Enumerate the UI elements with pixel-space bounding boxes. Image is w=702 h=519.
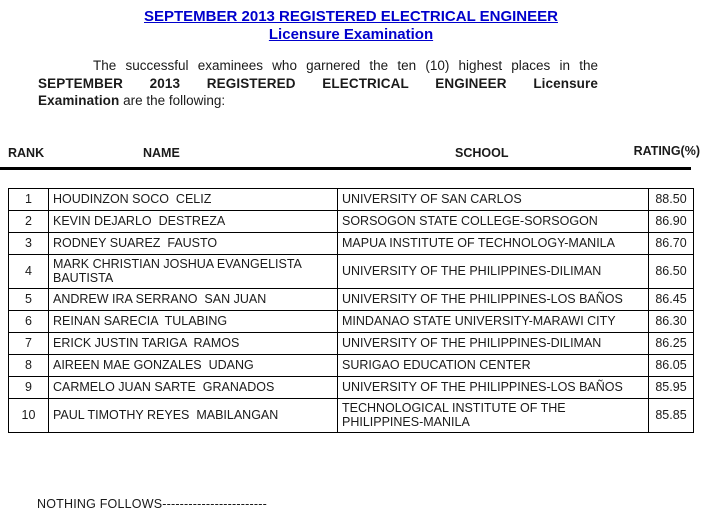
school-cell: UNIVERSITY OF SAN CARLOS [338, 189, 649, 211]
table-row [9, 233, 694, 255]
school-cell: MINDANAO STATE UNIVERSITY-MARAWI CITY [338, 311, 649, 333]
rating-cell: 86.25 [649, 333, 694, 355]
school-cell: UNIVERSITY OF THE PHILIPPINES-LOS BAÑOS [338, 289, 649, 311]
school-column-header: SCHOOL [455, 146, 509, 160]
school-cell: SORSOGON STATE COLLEGE-SORSOGON [338, 211, 649, 233]
table-row [9, 189, 694, 211]
page-title [0, 8, 702, 44]
table-row [9, 255, 694, 289]
intro-paragraph [38, 57, 598, 110]
school-cell: MAPUA INSTITUTE OF TECHNOLOGY-MANILA [338, 233, 649, 255]
rank-column-header: RANK [8, 146, 45, 160]
table-row [9, 333, 694, 355]
table-row [9, 289, 694, 311]
rank-cell: 7 [9, 333, 49, 355]
table-row [9, 355, 694, 377]
rank-cell: 3 [9, 233, 49, 255]
rank-cell: 4 [9, 255, 49, 289]
name-cell: MARK CHRISTIAN JOSHUA EVANGELISTA BAUTISTA [49, 255, 338, 289]
rank-cell: 6 [9, 311, 49, 333]
rating-column-header: RATING(%) [633, 144, 700, 158]
name-cell: CARMELO JUAN SARTE GRANADOS [49, 377, 338, 399]
table-column-headers [0, 146, 702, 162]
rating-cell: 86.70 [649, 233, 694, 255]
rating-cell: 85.85 [649, 399, 694, 433]
school-cell: UNIVERSITY OF THE PHILIPPINES-DILIMAN [338, 255, 649, 289]
rating-cell: 86.45 [649, 289, 694, 311]
table-row [9, 311, 694, 333]
rank-cell: 5 [9, 289, 49, 311]
school-cell: UNIVERSITY OF THE PHILIPPINES-DILIMAN [338, 333, 649, 355]
name-cell: PAUL TIMOTHY REYES MABILANGAN [49, 399, 338, 433]
table-row [9, 377, 694, 399]
header-rule [0, 167, 691, 170]
rating-cell: 86.50 [649, 255, 694, 289]
school-cell: UNIVERSITY OF THE PHILIPPINES-LOS BAÑOS [338, 377, 649, 399]
rank-cell: 2 [9, 211, 49, 233]
name-cell: AIREEN MAE GONZALES UDANG [49, 355, 338, 377]
name-cell: ANDREW IRA SERRANO SAN JUAN [49, 289, 338, 311]
name-cell: HOUDINZON SOCO CELIZ [49, 189, 338, 211]
name-cell: KEVIN DEJARLO DESTREZA [49, 211, 338, 233]
table-row [9, 399, 694, 433]
intro-line3-rest: are the following: [119, 93, 226, 108]
school-cell: SURIGAO EDUCATION CENTER [338, 355, 649, 377]
rating-cell: 86.30 [649, 311, 694, 333]
name-cell: ERICK JUSTIN TARIGA RAMOS [49, 333, 338, 355]
school-cell: TECHNOLOGICAL INSTITUTE OF THE PHILIPPINES-MANILA [338, 399, 649, 433]
title-line1: SEPTEMBER 2013 REGISTERED ELECTRICAL ENGINEER [144, 8, 558, 25]
title-line2: Licensure Examination [268, 26, 434, 43]
intro-line3-bold: Examination [38, 93, 120, 108]
name-cell: RODNEY SUAREZ FAUSTO [49, 233, 338, 255]
intro-line3 [38, 92, 598, 110]
rank-cell: 8 [9, 355, 49, 377]
rating-cell: 86.90 [649, 211, 694, 233]
rank-cell: 1 [9, 189, 49, 211]
table-row [9, 211, 694, 233]
rank-cell: 10 [9, 399, 49, 433]
rank-cell: 9 [9, 377, 49, 399]
rating-cell: 85.95 [649, 377, 694, 399]
rating-cell: 86.05 [649, 355, 694, 377]
results-table [8, 188, 694, 433]
name-cell: REINAN SARECIA TULABING [49, 311, 338, 333]
intro-line2: SEPTEMBER 2013 REGISTERED ELECTRICAL ENGINEER Licensure [38, 75, 598, 91]
name-column-header: NAME [143, 146, 180, 160]
intro-line1: The successful examinees who garnered the ten (10) highest places in the [93, 58, 598, 73]
nothing-follows: NOTHING FOLLOWS------------------------ [37, 497, 267, 511]
rating-cell: 88.50 [649, 189, 694, 211]
